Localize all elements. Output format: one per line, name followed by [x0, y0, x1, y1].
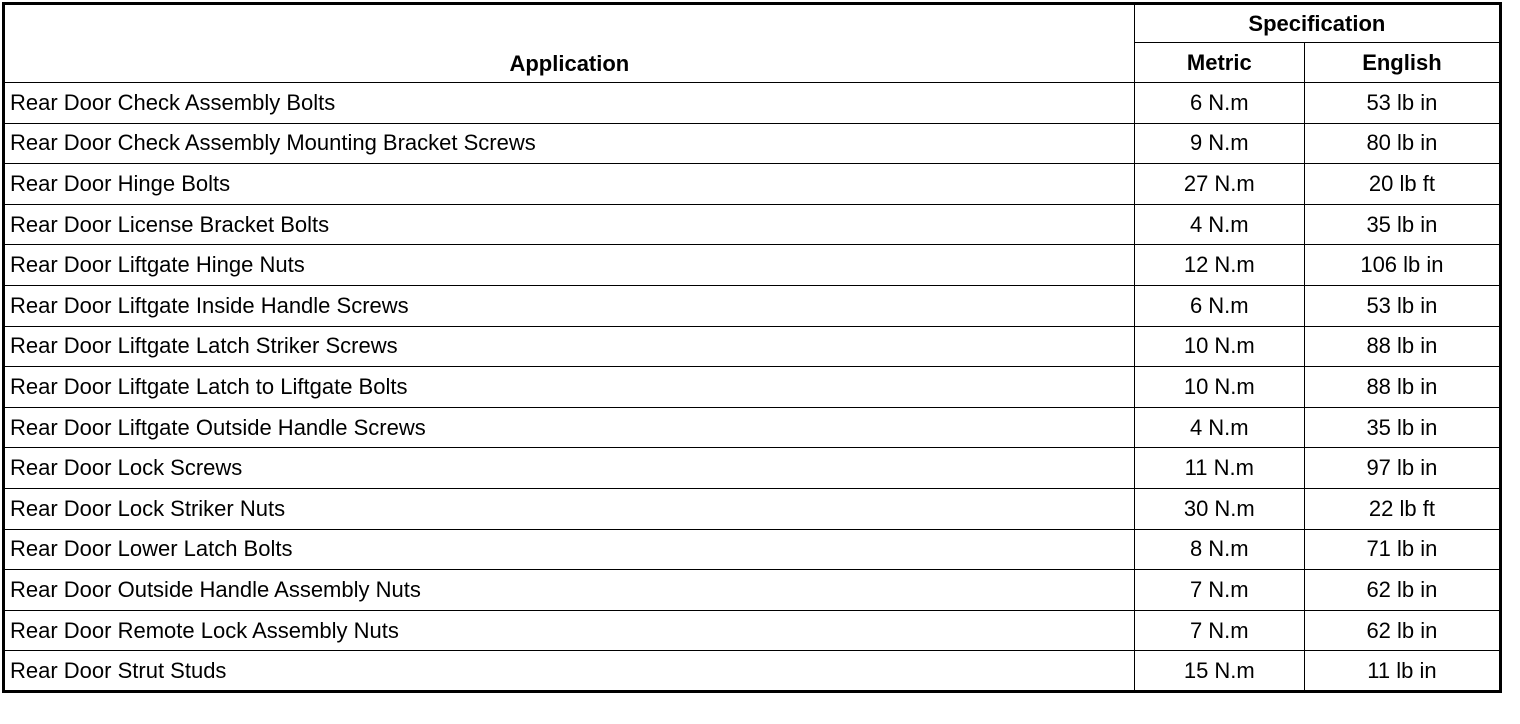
english-header: English [1304, 43, 1500, 83]
table-row [4, 285, 1501, 326]
application-cell: Rear Door Hinge Bolts [4, 164, 1135, 205]
metric-cell: 7 N.m [1134, 570, 1304, 611]
english-cell: 35 lb in [1304, 204, 1500, 245]
english-cell: 53 lb in [1304, 83, 1500, 124]
application-cell: Rear Door Liftgate Outside Handle Screws [4, 407, 1135, 448]
application-cell: Rear Door Lock Screws [4, 448, 1135, 489]
table-row [4, 407, 1501, 448]
english-cell: 88 lb in [1304, 326, 1500, 367]
table-row [4, 651, 1501, 692]
application-cell: Rear Door Liftgate Latch to Liftgate Bolts [4, 367, 1135, 408]
application-header: Application [4, 4, 1135, 83]
metric-cell: 9 N.m [1134, 123, 1304, 164]
table-body [4, 83, 1501, 692]
english-cell: 22 lb ft [1304, 488, 1500, 529]
metric-cell: 10 N.m [1134, 367, 1304, 408]
english-cell: 71 lb in [1304, 529, 1500, 570]
english-cell: 88 lb in [1304, 367, 1500, 408]
table-row [4, 123, 1501, 164]
metric-cell: 15 N.m [1134, 651, 1304, 692]
english-cell: 11 lb in [1304, 651, 1500, 692]
metric-cell: 7 N.m [1134, 610, 1304, 651]
metric-cell: 12 N.m [1134, 245, 1304, 286]
table-row [4, 326, 1501, 367]
table-row [4, 570, 1501, 611]
table-row [4, 367, 1501, 408]
english-cell: 62 lb in [1304, 610, 1500, 651]
application-cell: Rear Door Check Assembly Mounting Bracket Screws [4, 123, 1135, 164]
english-cell: 53 lb in [1304, 285, 1500, 326]
table-row [4, 448, 1501, 489]
application-cell: Rear Door Lower Latch Bolts [4, 529, 1135, 570]
metric-cell: 6 N.m [1134, 83, 1304, 124]
application-cell: Rear Door Lock Striker Nuts [4, 488, 1135, 529]
table-header [4, 4, 1501, 83]
english-cell: 80 lb in [1304, 123, 1500, 164]
application-cell: Rear Door Check Assembly Bolts [4, 83, 1135, 124]
table-row [4, 610, 1501, 651]
metric-cell: 4 N.m [1134, 407, 1304, 448]
application-cell: Rear Door Liftgate Hinge Nuts [4, 245, 1135, 286]
application-cell: Rear Door Outside Handle Assembly Nuts [4, 570, 1135, 611]
metric-cell: 8 N.m [1134, 529, 1304, 570]
fastener-spec-table [2, 2, 1502, 693]
metric-header: Metric [1134, 43, 1304, 83]
header-row-top [4, 4, 1501, 43]
english-cell: 62 lb in [1304, 570, 1500, 611]
metric-cell: 27 N.m [1134, 164, 1304, 205]
metric-cell: 4 N.m [1134, 204, 1304, 245]
application-cell: Rear Door License Bracket Bolts [4, 204, 1135, 245]
table-row [4, 245, 1501, 286]
metric-cell: 10 N.m [1134, 326, 1304, 367]
specification-header: Specification [1134, 4, 1500, 43]
english-cell: 35 lb in [1304, 407, 1500, 448]
table-row [4, 204, 1501, 245]
english-cell: 20 lb ft [1304, 164, 1500, 205]
english-cell: 106 lb in [1304, 245, 1500, 286]
application-cell: Rear Door Strut Studs [4, 651, 1135, 692]
table-row [4, 83, 1501, 124]
metric-cell: 6 N.m [1134, 285, 1304, 326]
table-row [4, 164, 1501, 205]
table-row [4, 488, 1501, 529]
english-cell: 97 lb in [1304, 448, 1500, 489]
metric-cell: 11 N.m [1134, 448, 1304, 489]
application-cell: Rear Door Liftgate Inside Handle Screws [4, 285, 1135, 326]
metric-cell: 30 N.m [1134, 488, 1304, 529]
application-cell: Rear Door Remote Lock Assembly Nuts [4, 610, 1135, 651]
table-row [4, 529, 1501, 570]
application-cell: Rear Door Liftgate Latch Striker Screws [4, 326, 1135, 367]
